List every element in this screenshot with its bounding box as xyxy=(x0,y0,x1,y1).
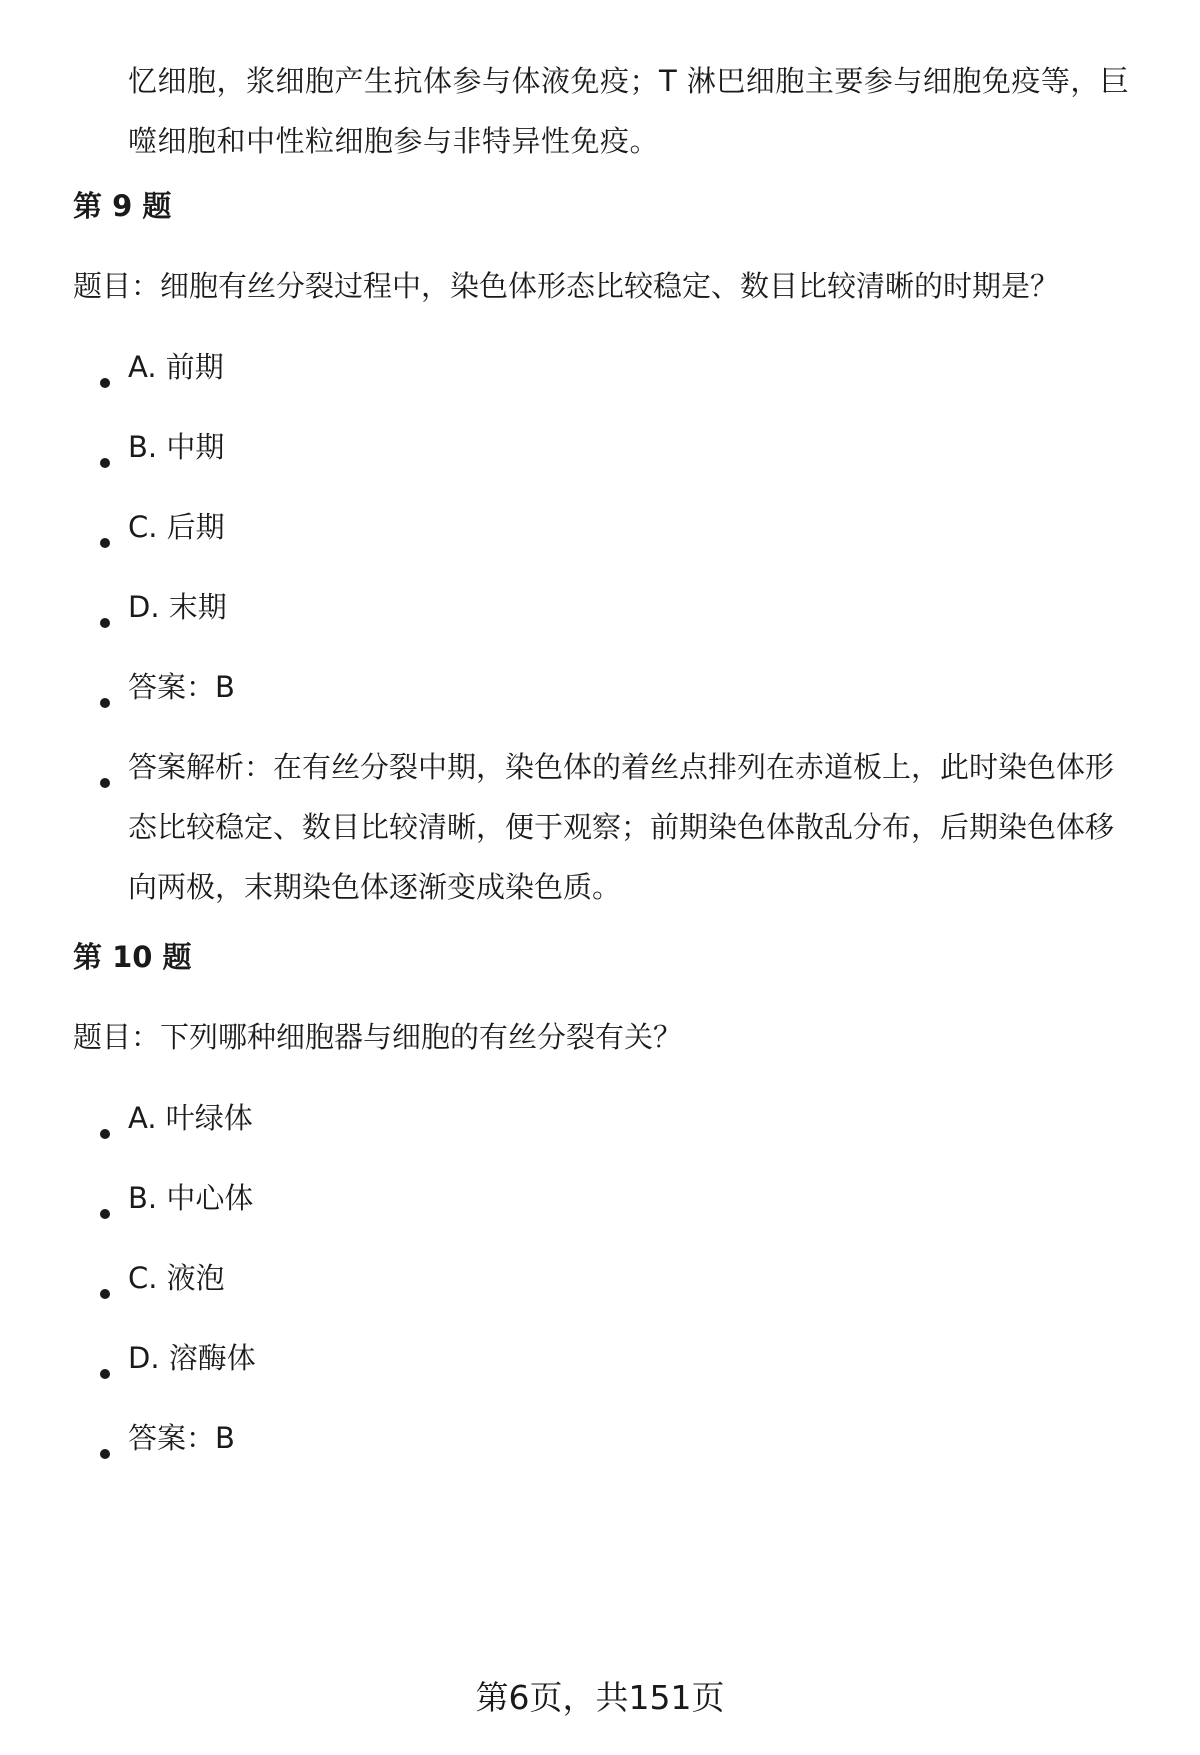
bullet-icon xyxy=(100,1129,110,1139)
question-9-option-d: D. 末期 xyxy=(128,590,227,624)
bullet-icon xyxy=(100,458,110,468)
bullet-icon xyxy=(100,378,110,388)
bullet-icon xyxy=(100,1209,110,1219)
question-9-heading: 第 9 题 xyxy=(73,189,172,223)
bullet-icon xyxy=(100,1289,110,1299)
question-9-explanation: 答案解析：在有丝分裂中期，染色体的着丝点排列在赤道板上，此时染色体形态比较稳定、数目比较清晰，便于观察；前期染色体散乱分布，后期染色体移向两极，末期染色体逐渐变成染色质。 xyxy=(128,750,1115,904)
bullet-icon xyxy=(100,698,110,708)
bullet-icon xyxy=(100,618,110,628)
question-9-stem: 题目：细胞有丝分裂过程中，染色体形态比较稳定、数目比较清晰的时期是？ xyxy=(73,269,1060,303)
bullet-icon xyxy=(100,1449,110,1459)
question-10-stem: 题目：下列哪种细胞器与细胞的有丝分裂有关？ xyxy=(73,1020,683,1054)
bullet-icon xyxy=(100,778,110,788)
question-9-option-a: A. 前期 xyxy=(128,350,224,384)
question-10-heading: 第 10 题 xyxy=(73,940,192,974)
question-9-option-b: B. 中期 xyxy=(128,430,225,464)
question-10-option-c: C. 液泡 xyxy=(128,1261,225,1295)
bullet-icon xyxy=(100,1369,110,1379)
bullet-icon xyxy=(100,538,110,548)
question-10-option-a: A. 叶绿体 xyxy=(128,1101,253,1135)
question-10-option-b: B. 中心体 xyxy=(128,1181,254,1215)
previous-explanation-continuation: 忆细胞，浆细胞产生抗体参与体液免疫；T 淋巴细胞主要参与细胞免疫等，巨噬细胞和中性粒细胞参与非特异性免疫。 xyxy=(128,64,1130,158)
page-number-footer: 第6页，共151页 xyxy=(475,1678,725,1717)
question-10-answer: 答案：B xyxy=(128,1421,235,1455)
question-9-option-c: C. 后期 xyxy=(128,510,225,544)
question-10-option-d: D. 溶酶体 xyxy=(128,1341,256,1375)
question-9-answer: 答案：B xyxy=(128,670,235,704)
